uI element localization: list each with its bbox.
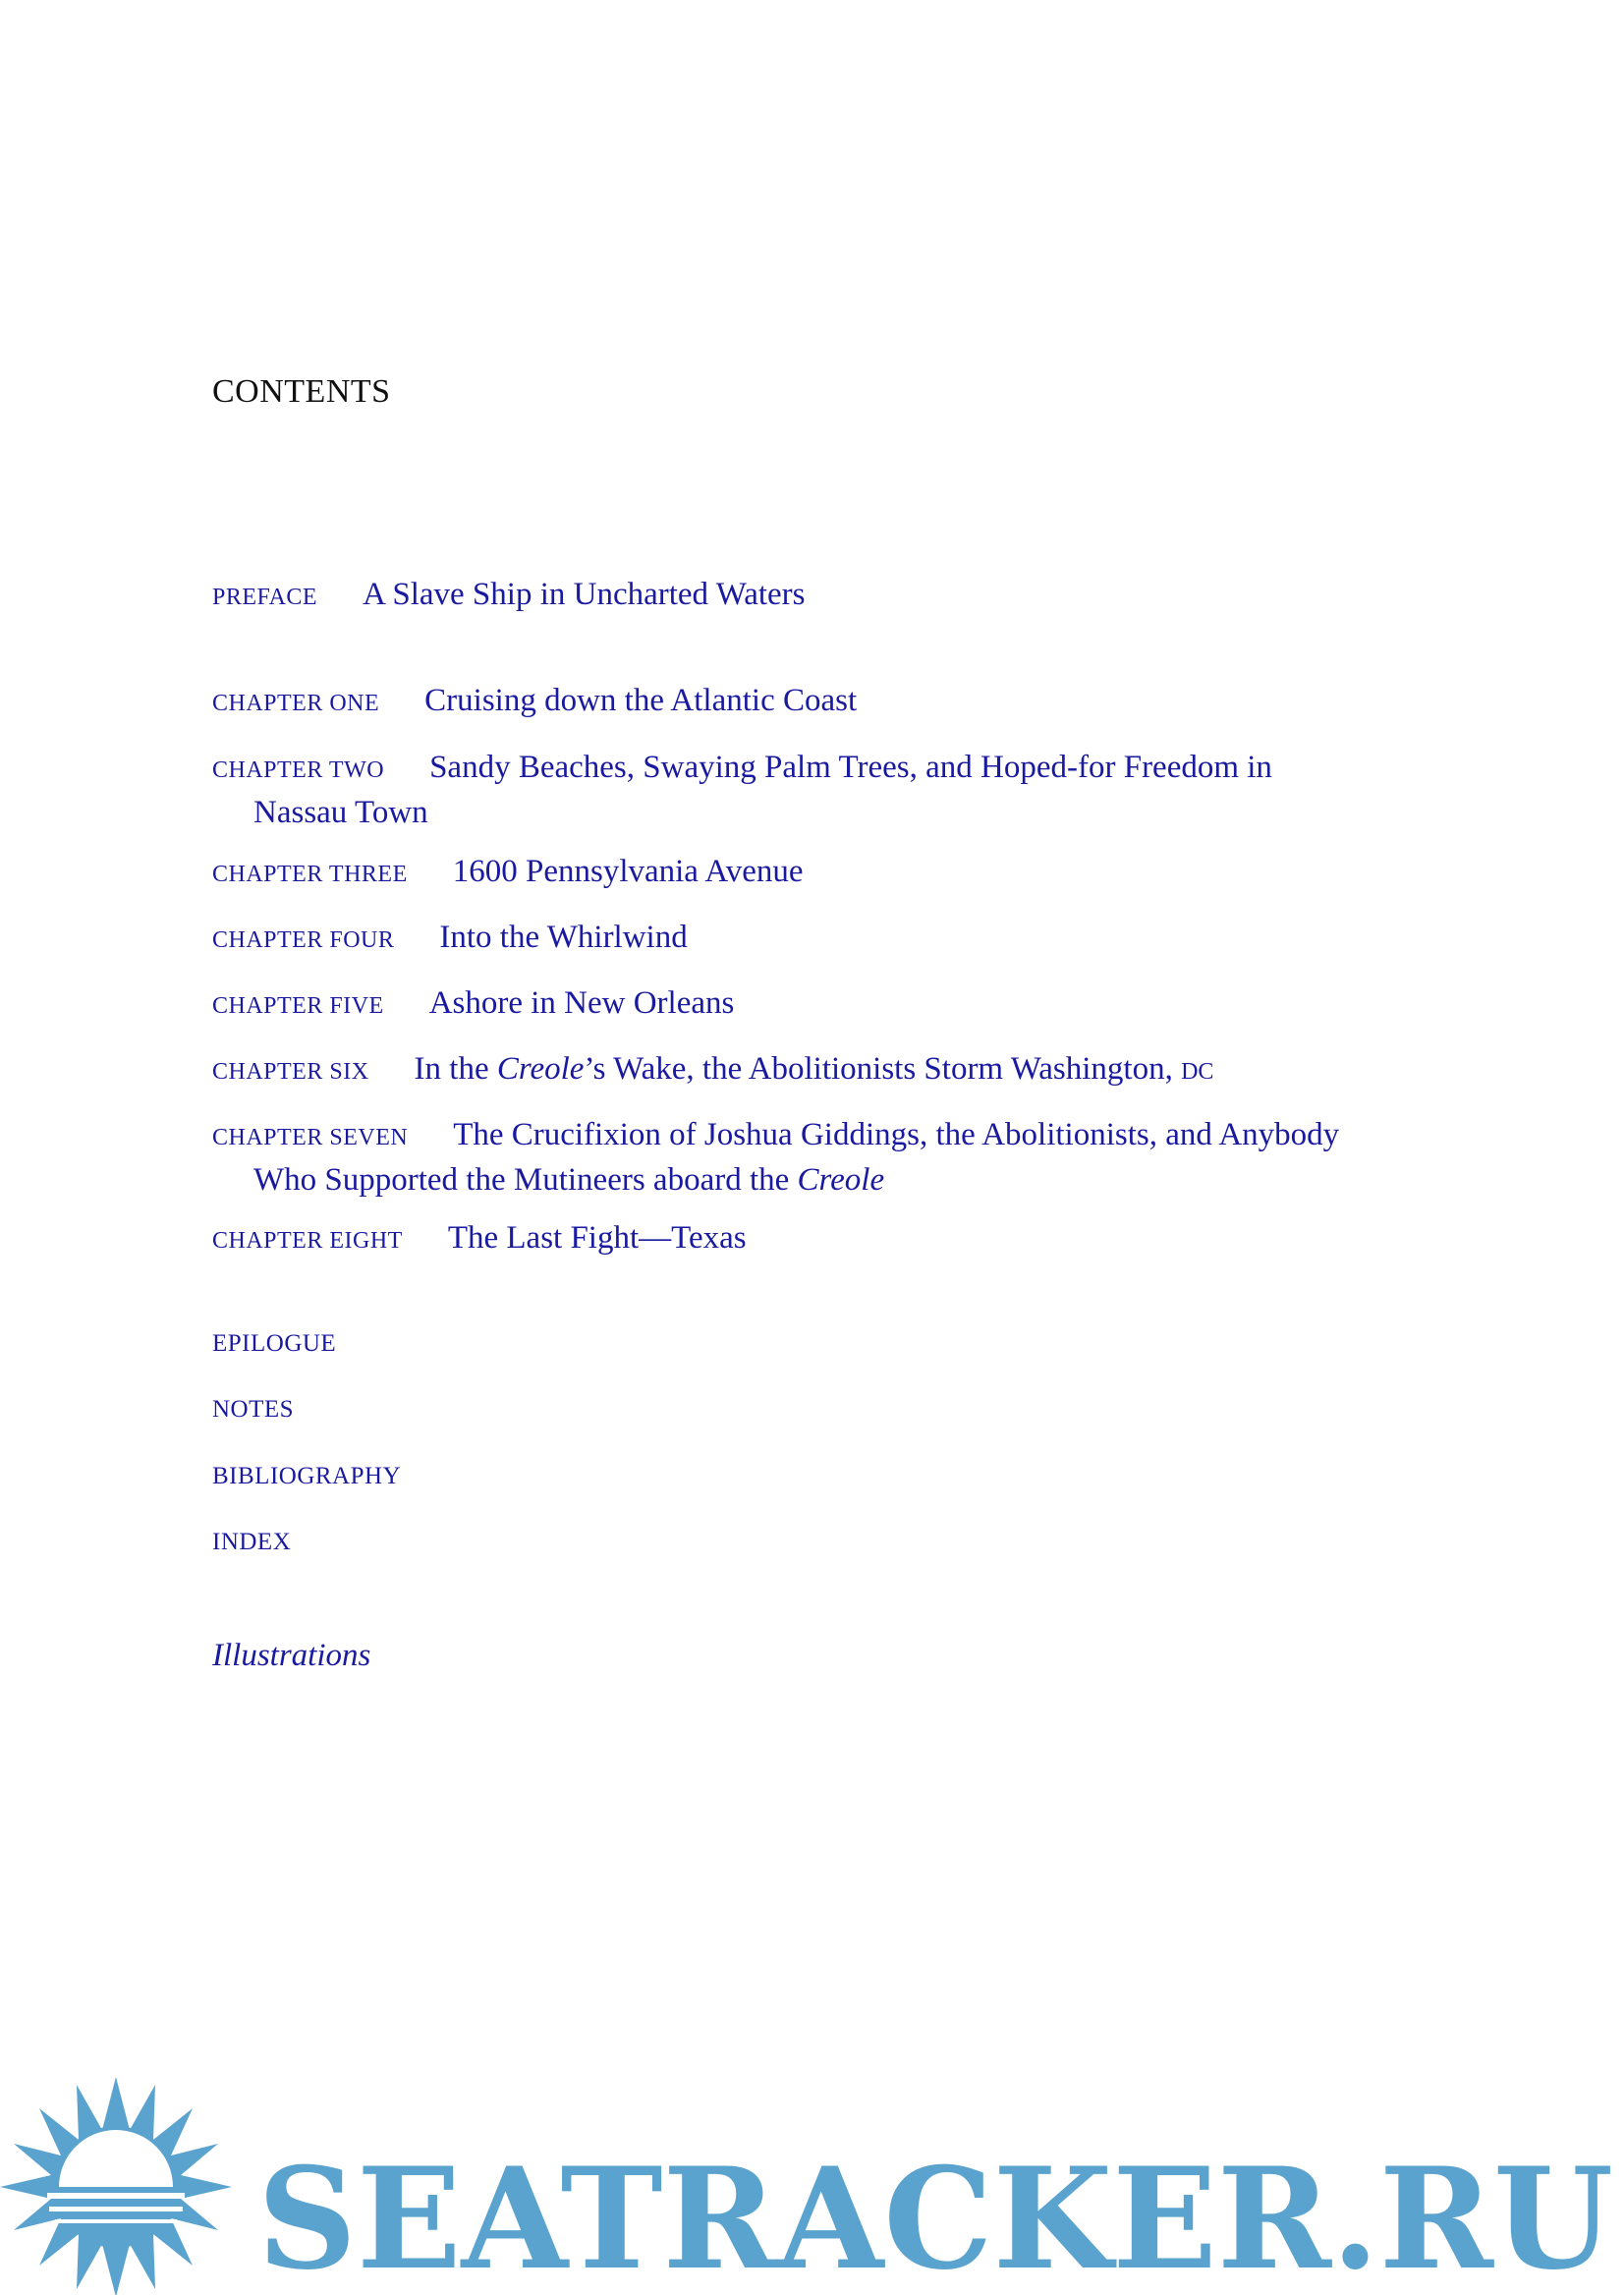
watermark-text: SEATRACKER.RU [257,2138,1613,2295]
toc-label: CHAPTER FOUR [212,927,395,953]
toc-title-suffix: DC [1181,1059,1214,1085]
toc-entry-chapter-seven[interactable] [212,1115,1430,1200]
toc-title-text: ’s Wake, the Abolitionists Storm Washington, [584,1051,1182,1087]
toc-title-text: In the [414,1051,497,1087]
toc-title-line1: Sandy Beaches, Swaying Palm Trees, and Hoped-for Freedom in [429,750,1272,785]
toc-title-line2 [212,1160,1430,1200]
toc-title[interactable]: 1600 Pennsylvania Avenue [452,854,804,889]
toc-label: CHAPTER THREE [212,862,408,887]
toc-label[interactable]: INDEX [212,1529,292,1555]
toc-entry-epilogue[interactable] [212,1324,1430,1367]
toc-title[interactable]: The Last Fight—Texas [447,1220,747,1256]
toc-entry-index[interactable] [212,1523,1430,1565]
toc-entry-chapter-one[interactable] [212,681,1430,726]
toc-entry-chapter-two[interactable] [212,748,1430,832]
toc-title-italic: Creole [797,1162,885,1198]
toc-title-text: Who Supported the Mutineers aboard the [253,1162,798,1198]
toc-title[interactable]: A Slave Ship in Uncharted Waters [363,577,806,612]
toc-label: CHAPTER TWO [212,757,385,783]
toc-title-italic: Creole [496,1051,585,1087]
toc-title[interactable]: Illustrations [212,1638,371,1673]
toc-label: CHAPTER ONE [212,691,380,716]
sun-icon [0,2077,232,2295]
toc-label: CHAPTER SEVEN [212,1125,409,1150]
toc-title[interactable]: Into the Whirlwind [439,920,688,955]
toc-title[interactable] [212,750,1430,832]
toc-title[interactable]: Ashore in New Orleans [428,985,735,1021]
toc-entry-chapter-four[interactable] [212,918,1430,963]
toc-label: CHAPTER SIX [212,1059,369,1085]
toc-entry-chapter-eight[interactable] [212,1218,1430,1263]
toc-label: PREFACE [212,585,318,610]
toc-label: CHAPTER FIVE [212,993,384,1019]
toc-entry-chapter-six[interactable] [212,1049,1430,1094]
toc-entry-chapter-three[interactable] [212,852,1430,897]
toc-entry-illustrations[interactable] [212,1636,1430,1681]
toc-label: CHAPTER EIGHT [212,1228,403,1254]
toc-title-line2: Nassau Town [253,795,428,830]
toc-title-line1: The Crucifixion of Joshua Giddings, the Abolitionists, and Anybody [453,1117,1340,1152]
toc-label[interactable]: BIBLIOGRAPHY [212,1463,402,1489]
toc-entry-notes[interactable] [212,1390,1430,1432]
page-title: CONTENTS [212,373,391,410]
toc-entry-bibliography[interactable] [212,1457,1430,1499]
toc-label[interactable]: NOTES [212,1396,295,1423]
toc-entry-chapter-five[interactable] [212,983,1430,1029]
toc-label[interactable]: EPILOGUE [212,1330,337,1357]
watermark [0,2073,1624,2295]
toc-entry-preface[interactable] [212,575,1430,620]
toc-title[interactable]: Cruising down the Atlantic Coast [424,683,858,718]
toc-title[interactable] [415,1051,1214,1087]
